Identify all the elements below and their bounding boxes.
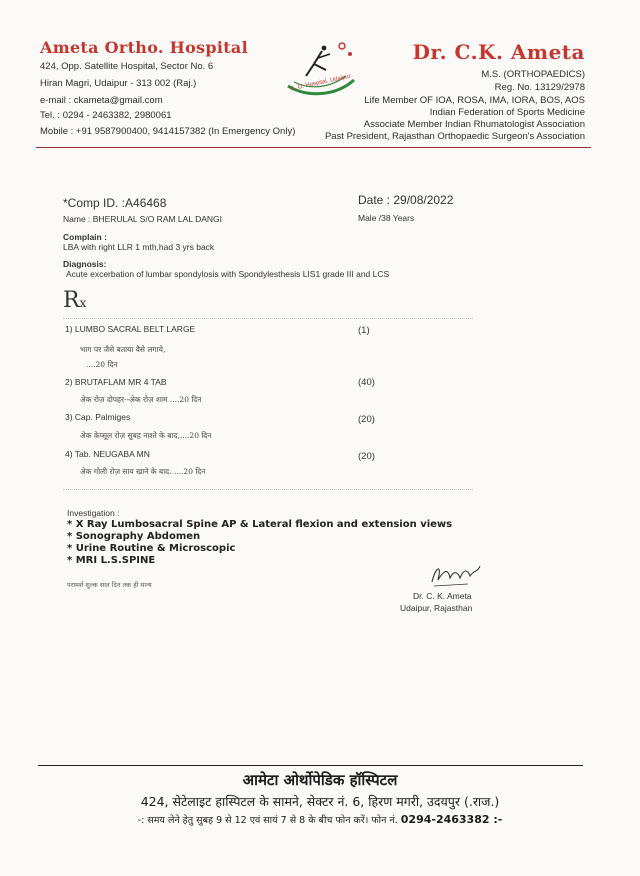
hospital-telephone: Tel. : 0294 - 2463382, 2980061	[40, 110, 172, 121]
medicine-instruction: भाग पर जैसे बताया वैसे लगाये,	[80, 345, 166, 354]
rx-end-divider	[63, 489, 473, 490]
footer-hospital-name: आमेटा ओर्थोपेडिक हॉस्पिटल	[242, 771, 398, 789]
medicine-qty: (20)	[358, 451, 375, 462]
complain-label: Complain :	[63, 232, 107, 242]
hospital-mobile: Mobile : +91 9587900400, 9414157382 (In Emergency Only)	[40, 126, 296, 137]
medicine-qty: (40)	[358, 377, 375, 388]
logo-caption: A. O. Hospital, Udaipur	[290, 73, 352, 93]
investigation-item: * Urine Routine & Microscopic	[67, 543, 236, 554]
diagnosis-text: Acute excerbation of lumbar spondylosis with Spondylesthesis LIS1 grade III and LCS	[66, 269, 390, 279]
doctor-degree: M.S. (ORTHOPAEDICS)	[481, 69, 585, 80]
footer-address: 424, सेटेलाइट हास्पिटल के सामने, सेक्टर नं. 6, हिरण मगरी, उदयपुर (.राज.)	[140, 794, 500, 809]
medicine-name: 3) Cap. Palmiges	[65, 412, 131, 422]
doctor-past-president: Past President, Rajasthan Orthopaedic Surgeon's Association	[324, 131, 585, 142]
signature-icon	[428, 560, 484, 590]
hospital-address-line2: Hiran Magri, Udaipur - 313 002 (Raj.)	[40, 78, 197, 89]
footer-divider	[38, 765, 583, 766]
signature-doctor-name: Dr. C. K. Ameta	[413, 591, 472, 601]
header-divider	[36, 147, 591, 148]
diagnosis-label: Diagnosis:	[63, 259, 107, 269]
doctor-name: Dr. C.K. Ameta	[412, 40, 585, 64]
medicine-instruction: अेक रोज़ दोपहर--अेक रोज़ शाम ....20 दिन	[80, 395, 202, 404]
investigation-item: * MRI L.S.SPINE	[67, 555, 156, 566]
medicine-name: 1) LUMBO SACRAL BELT LARGE	[65, 324, 196, 334]
medicine-qty: (20)	[358, 414, 375, 425]
doctor-federation: Indian Federation of Sports Medicine	[429, 107, 585, 118]
comp-id: *Comp ID. :A46468	[63, 196, 167, 210]
complain-text: LBA with right LLR 1 mth,had 3 yrs back	[63, 242, 215, 252]
medicine-name: 2) BRUTAFLAM MR 4 TAB	[65, 377, 167, 387]
investigation-item: * Sonography Abdomen	[67, 531, 201, 542]
patient-name: Name : BHERULAL S/O RAM LAL DANGI	[63, 214, 223, 224]
doctor-life-member: Life Member OF IOA, ROSA, IMA, IORA, BOS, AOS	[364, 95, 585, 106]
doctor-associate: Associate Member Indian Rhumatologist Association	[363, 119, 585, 130]
hospital-logo-icon	[280, 40, 360, 102]
footer-timing: -: समय लेने हेतु सुबह 9 से 12 एवं सायं 7 से 8 के बीच फोन करें। फोन नं. 0294-2463382 :-	[137, 813, 503, 826]
doctor-registration: Reg. No. 13129/2978	[494, 82, 585, 93]
consultation-validity-note: परामर्श शुल्क सात दिन तक ही मान्य	[67, 581, 152, 589]
signature-place: Udaipur, Rajasthan	[400, 603, 473, 613]
medicine-name: 4) Tab. NEUGABA MN	[65, 449, 150, 459]
visit-date: Date : 29/08/2022	[358, 193, 454, 207]
medicine-duration: ....20 दिन	[86, 360, 118, 369]
footer-phone: 0294-2463382 :-	[400, 813, 503, 826]
rx-divider	[63, 318, 473, 319]
investigation-label: Investigation :	[67, 508, 120, 518]
medicine-qty: (1)	[358, 325, 370, 336]
hospital-address-line1: 424, Opp. Satellite Hospital, Sector No. 6	[40, 61, 214, 72]
medicine-instruction: अेक केप्सूल रोज़ सुबह नाश्ते के बाद,....20 दिन	[80, 431, 212, 440]
medicine-instruction: अेक गोली रोज़ साय खाने के बाद. ....20 दिन	[80, 467, 206, 476]
rx-symbol: Rx	[63, 288, 87, 313]
hospital-email: e-mail : ckameta@gmail.com	[40, 95, 163, 106]
hospital-name: Ameta Ortho. Hospital	[40, 38, 248, 57]
patient-sex-age: Male /38 Years	[358, 213, 415, 223]
investigation-item: * X Ray Lumbosacral Spine AP & Lateral flexion and extension views	[67, 519, 453, 530]
